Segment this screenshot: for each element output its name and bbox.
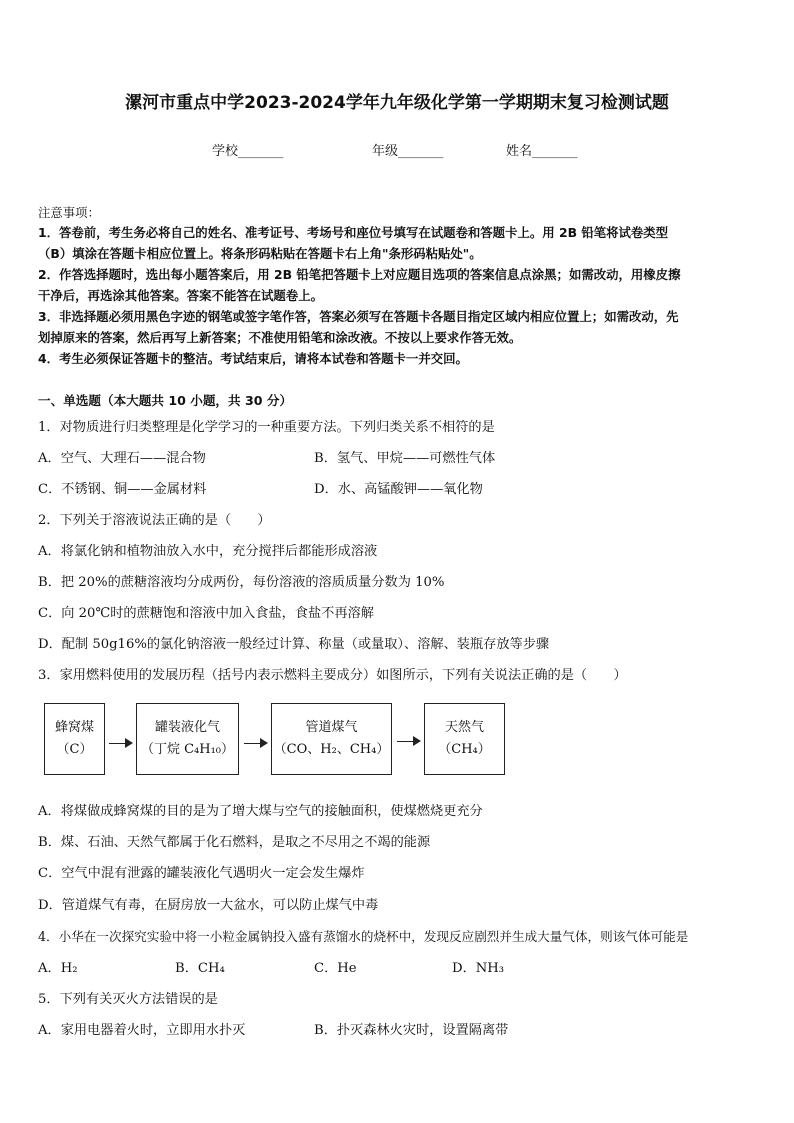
flow-arrow [397,741,419,742]
q4-option-b: B．CH₄ [175,961,225,976]
q1-option-a: A．空气、大理石——混合物 [38,451,206,466]
notice-heading: 注意事项： [38,205,100,220]
q3-option-a: A．将煤做成蜂窝煤的目的是为了增大煤与空气的接触面积，使煤燃烧更充分 [38,804,483,819]
flow-box-name: 天然气 [444,720,484,735]
q5-option-b: B．扑灭森林火灾时，设置隔离带 [314,1023,509,1038]
school-field: 学校_______ [212,144,284,159]
question-3-stem: 3．家用燃料使用的发展历程（括号内表示燃料主要成分）如图所示，下列有关说法正确的是（ ） [38,668,627,683]
q2-option-a: A．将氯化钠和植物油放入水中，充分搅拌后都能形成溶液 [38,544,378,559]
flow-box-name: 罐装液化气 [154,720,220,735]
page-title: 漯河市重点中学2023-2024学年九年级化学第一学期期末复习检测试题 [125,93,669,113]
q2-option-b: B．把 20%的蔗糖溶液均分成两份，每份溶液的溶质质量分数为 10% [38,575,445,590]
question-2-stem: 2．下列关于溶液说法正确的是（ ） [38,513,271,528]
flow-box-lpg [136,703,239,775]
q1-option-c: C．不锈钢、铜——金属材料 [38,482,207,497]
flow-box-formula: （丁烷 C₄H₁₀） [140,742,235,757]
q3-option-b: B．煤、石油、天然气都属于化石燃料，是取之不尽用之不竭的能源 [38,835,431,850]
notice-line: 3．非选择题必须用黑色字迹的钢笔或签字笔作答，答案必须写在答题卡各题目指定区域内相应位置上；如需改动，先 [38,309,679,324]
notice-line: （B）填涂在答题卡相应位置上。将条形码粘贴在答题卡右上角"条形码粘贴处"。 [38,246,482,261]
q2-option-c: C．向 20℃时的蔗糖饱和溶液中加入食盐，食盐不再溶解 [38,606,374,621]
question-1-stem: 1．对物质进行归类整理是化学学习的一种重要方法。下列归类关系不相符的是 [38,420,495,435]
q3-option-c: C．空气中混有泄露的罐装液化气遇明火一定会发生爆炸 [38,866,365,881]
name-field: 姓名_______ [506,144,578,159]
q4-option-d: D．NH₃ [452,961,505,976]
q3-option-d: D．管道煤气有毒，在厨房放一大盆水，可以防止煤气中毒 [38,898,379,913]
notice-line: 2．作答选择题时，选出每小题答案后，用 2B 铅笔把答题卡上对应题目选项的答案信息点涂黑；如需改动，用橡皮擦 [38,267,681,282]
q4-option-a: A．H₂ [38,961,78,976]
section-heading: 一、单选题（本大题共 10 小题，共 30 分） [38,393,293,408]
flow-box-name: 管道煤气 [305,720,358,735]
flow-arrow [109,743,131,744]
question-4-stem: 4．小华在一次探究实验中将一小粒金属钠投入盛有蒸馏水的烧杯中，发现反应剧烈并生成大量气体，则该气体可能是 [38,929,689,944]
q5-option-a: A．家用电器着火时，立即用水扑灭 [38,1023,246,1038]
flow-box-natural-gas [424,703,505,775]
q1-option-b: B．氢气、甲烷——可燃性气体 [314,451,496,466]
flow-box-formula: （CO、H₂、CH₄） [273,742,390,757]
flow-arrow [244,743,266,744]
q1-option-d: D．水、高锰酸钾——氧化物 [314,482,483,497]
flow-box-name: 蜂窝煤 [54,720,94,735]
question-5-stem: 5．下列有关灭火方法错误的是 [38,992,218,1007]
q4-option-c: C．He [314,961,357,976]
flow-box-pipeline-gas [271,703,392,775]
grade-field: 年级_______ [372,144,444,159]
notice-line: 4．考生必须保证答题卡的整洁。考试结束后，请将本试卷和答题卡一并交回。 [38,351,468,366]
notice-line: 干净后，再选涂其他答案。答案不能答在试题卷上。 [38,288,323,303]
flow-box-formula: （C） [56,742,93,757]
notice-line: 划掉原来的答案，然后再写上新答案；不准使用铅笔和涂改液。不按以上要求作答无效。 [38,330,522,345]
notice-line: 1．答卷前，考生务必将自己的姓名、准考证号、考场号和座位号填写在试题卷和答题卡上。用 2B 铅笔将试卷类型 [38,225,669,240]
flow-box-formula: （CH₄） [438,742,491,757]
q2-option-d: D．配制 50g16%的氯化钠溶液一般经过计算、称量（或量取）、溶解、装瓶存放等步骤 [38,637,550,652]
flow-box-honeycomb-coal [44,703,105,775]
